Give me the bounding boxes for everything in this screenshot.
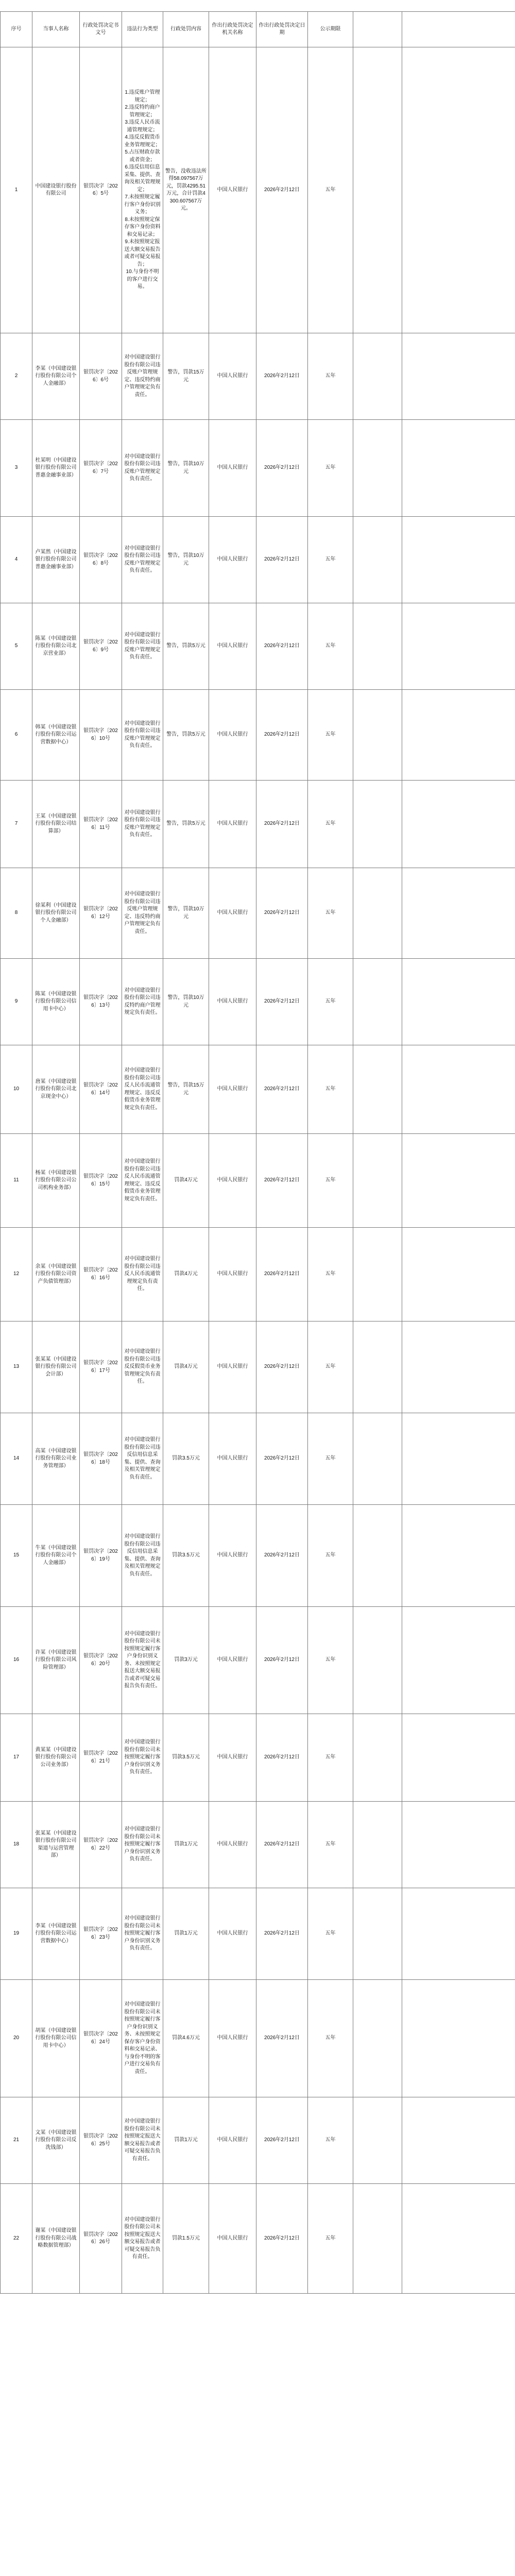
doc-no-cell: 银罚决字〔2026〕8号 [79,517,122,603]
row-no-cell: 21 [0,2097,32,2183]
violation-cell: 对中国建设银行股份有限公司违反账户管理规定负有责任。 [122,781,163,868]
penalty-cell: 警告，罚款10万元 [163,959,209,1045]
party-cell: 中国建设银行股份有限公司 [32,47,79,333]
doc-no-cell: 银罚决字〔2026〕11号 [79,781,122,868]
table-row [0,1714,515,1802]
doc-no-cell: 银罚决字〔2026〕20号 [79,1607,122,1714]
violation-cell: 对中国建设银行股份有限公司违反账户管理规定负有责任。 [122,420,163,516]
term-cell: 五年 [307,781,353,868]
row-no-cell: 13 [0,1321,32,1413]
date-cell: 2026年2月12日 [256,420,307,516]
header-cell-term: 公示期限 [307,12,353,47]
party-cell: 文某（中国建设银行股份有限公司反洗钱部） [32,2097,79,2183]
row-no-cell: 5 [0,603,32,689]
table-row [0,420,515,517]
penalty-cell: 罚款1万元 [163,1888,209,1979]
date-cell: 2026年2月12日 [256,1134,307,1227]
penalty-cell: 罚款4万元 [163,1228,209,1321]
row-no-cell: 6 [0,690,32,780]
doc-no-cell: 银罚决字〔2026〕21号 [79,1714,122,1801]
term-cell: 五年 [307,2097,353,2183]
violation-cell: 对中国建设银行股份有限公司违反人民币流通管理规定、违反反假货币业务管理规定负有责任。 [122,1134,163,1227]
authority-cell: 中国人民银行 [209,868,256,958]
extra-cell [353,1607,402,1714]
row-no-cell: 20 [0,1980,32,2097]
authority-cell: 中国人民银行 [209,2184,256,2293]
doc-no-cell: 银罚决字〔2026〕15号 [79,1134,122,1227]
authority-cell: 中国人民银行 [209,1888,256,1979]
doc-no-cell: 银罚决字〔2026〕9号 [79,603,122,689]
doc-no-cell: 银罚决字〔2026〕12号 [79,868,122,958]
table-row [0,603,515,690]
date-cell: 2026年2月12日 [256,1802,307,1888]
row-no-cell: 2 [0,333,32,419]
header-cell-no: 序号 [0,12,32,47]
header-cell-extra [353,12,402,47]
table-row [0,868,515,959]
penalty-cell: 警告，罚款10万元 [163,420,209,516]
penalty-cell: 警告，罚款5万元 [163,603,209,689]
penalty-cell: 罚款4.6万元 [163,1980,209,2097]
violation-cell: 对中国建设银行股份有限公司违反人民币流通管理规定负有责任。 [122,1228,163,1321]
date-cell: 2026年2月12日 [256,47,307,333]
row-no-cell: 8 [0,868,32,958]
extra-cell [353,1134,402,1227]
doc-no-cell: 银罚决字〔2026〕13号 [79,959,122,1045]
penalty-cell: 罚款3万元 [163,1607,209,1714]
table-row [0,1045,515,1134]
date-cell: 2026年2月12日 [256,1321,307,1413]
extra-cell [353,959,402,1045]
extra-cell [353,1321,402,1413]
violation-cell: 对中国建设银行股份有限公司未按照规定履行客户身份识别义务、未按照规定报送大额交易报告或者可疑交易报告负有责任。 [122,1607,163,1714]
header-cell-date: 作出行政处罚决定日期 [256,12,307,47]
date-cell: 2026年2月12日 [256,1980,307,2097]
party-cell: 徐某利（中国建设银行股份有限公司个人金融部） [32,868,79,958]
penalty-cell: 罚款3.5万元 [163,1505,209,1606]
term-cell: 五年 [307,603,353,689]
doc-no-cell: 银罚决字〔2026〕18号 [79,1413,122,1504]
extra-cell [353,2097,402,2183]
table-row [0,1607,515,1714]
violation-cell: 1.违反账户管理规定； 2.违反特约商户管理规定； 3.违反人民币流通管理规定； 4.违反反假货币业务管理规定； 5.占压财政存款或者资金； 6.违反信用信息采集、提供、查询及相关管理规定； 7.未按照规定履行客户身份识别义务； 8.未按照规定保存客户身份资料和交易记录； 9.未按照规定报送大额交易报告或者可疑交易报告； 10.与身份不明的客户进行交易。 [122,47,163,333]
table-row [0,1802,515,1888]
term-cell: 五年 [307,517,353,603]
violation-cell: 对中国建设银行股份有限公司未按照规定履行客户身份识别义务负有责任。 [122,1888,163,1979]
violation-cell: 对中国建设银行股份有限公司违反账户管理规定负有责任。 [122,690,163,780]
date-cell: 2026年2月12日 [256,517,307,603]
header-cell-violation: 违法行为类型 [122,12,163,47]
header-cell-authority: 作出行政处罚决定机关名称 [209,12,256,47]
row-no-cell: 14 [0,1413,32,1504]
party-cell: 杨某（中国建设银行股份有限公司公司机构业务部） [32,1134,79,1227]
violation-cell: 对中国建设银行股份有限公司违反反假货币业务管理规定负有责任。 [122,1321,163,1413]
penalty-cell: 警告，罚款10万元 [163,517,209,603]
party-cell: 谢某（中国建设银行股份有限公司战略数据管理部） [32,2184,79,2293]
term-cell: 五年 [307,1714,353,1801]
extra-cell [353,2184,402,2293]
violation-cell: 对中国建设银行股份有限公司未按照规定履行客户身份识别义务、未按照规定保存客户身份资料和交易记录、与身份不明的客户进行交易负有责任。 [122,1980,163,2097]
row-no-cell: 15 [0,1505,32,1606]
doc-no-cell: 银罚决字〔2026〕23号 [79,1888,122,1979]
table-row [0,1980,515,2097]
party-cell: 王某（中国建设银行股份有限公司结算部） [32,781,79,868]
extra-cell [353,420,402,516]
term-cell: 五年 [307,47,353,333]
party-cell: 高某（中国建设银行股份有限公司业务管理部） [32,1413,79,1504]
penalty-cell: 警告，罚款15万元 [163,333,209,419]
party-cell: 黄某某（中国建设银行股份有限公司公司业务部） [32,1714,79,1801]
table-row [0,1413,515,1505]
term-cell: 五年 [307,1980,353,2097]
authority-cell: 中国人民银行 [209,1505,256,1606]
row-no-cell: 11 [0,1134,32,1227]
doc-no-cell: 银罚决字〔2026〕14号 [79,1045,122,1133]
doc-no-cell: 银罚决字〔2026〕25号 [79,2097,122,2183]
violation-cell: 对中国建设银行股份有限公司未按照规定履行客户身份识别义务负有责任。 [122,1714,163,1801]
authority-cell: 中国人民银行 [209,1714,256,1801]
table-row [0,1505,515,1607]
term-cell: 五年 [307,1228,353,1321]
table-row [0,959,515,1045]
extra-cell [353,603,402,689]
header-cell-penalty: 行政处罚内容 [163,12,209,47]
party-cell: 李某（中国建设银行股份有限公司个人金融部） [32,333,79,419]
violation-cell: 对中国建设银行股份有限公司违反人民币流通管理规定、违反反假货币业务管理规定负有责任。 [122,1045,163,1133]
date-cell: 2026年2月12日 [256,1413,307,1504]
party-cell: 韩某（中国建设银行股份有限公司运营数据中心） [32,690,79,780]
penalty-cell: 罚款3.5万元 [163,1413,209,1504]
table-row [0,1888,515,1980]
extra-cell [353,1888,402,1979]
table-row [0,2184,515,2294]
doc-no-cell: 银罚决字〔2026〕17号 [79,1321,122,1413]
date-cell: 2026年2月12日 [256,333,307,419]
table-row [0,1228,515,1321]
date-cell: 2026年2月12日 [256,2097,307,2183]
violation-cell: 对中国建设银行股份有限公司违反账户管理规定、违反特约商户管理规定负有责任。 [122,868,163,958]
penalty-cell: 罚款1万元 [163,1802,209,1888]
extra-cell [353,1228,402,1321]
party-cell: 卢某然（中国建设银行股份有限公司普惠金融事业部） [32,517,79,603]
date-cell: 2026年2月12日 [256,1888,307,1979]
term-cell: 五年 [307,959,353,1045]
term-cell: 五年 [307,1413,353,1504]
penalty-cell: 罚款4万元 [163,1321,209,1413]
row-no-cell: 3 [0,420,32,516]
row-no-cell: 17 [0,1714,32,1801]
authority-cell: 中国人民银行 [209,781,256,868]
table-row [0,47,515,333]
violation-cell: 对中国建设银行股份有限公司违反账户管理规定负有责任。 [122,517,163,603]
violation-cell: 对中国建设银行股份有限公司违反信用信息采集、提供、查询及相关管理规定负有责任。 [122,1505,163,1606]
term-cell: 五年 [307,1505,353,1606]
doc-no-cell: 银罚决字〔2026〕7号 [79,420,122,516]
doc-no-cell: 银罚决字〔2026〕6号 [79,333,122,419]
authority-cell: 中国人民银行 [209,1045,256,1133]
extra-cell [353,1505,402,1606]
row-no-cell: 9 [0,959,32,1045]
violation-cell: 对中国建设银行股份有限公司违反信用信息采集、提供、查询及相关管理规定负有责任。 [122,1413,163,1504]
table-header-row [0,11,515,47]
party-cell: 陈某（中国建设银行股份有限公司北京营业部） [32,603,79,689]
doc-no-cell: 银罚决字〔2026〕16号 [79,1228,122,1321]
party-cell: 杜某明（中国建设银行股份有限公司普惠金融事业部） [32,420,79,516]
authority-cell: 中国人民银行 [209,47,256,333]
party-cell: 唐某（中国建设银行股份有限公司北京现金中心） [32,1045,79,1133]
header-cell-doc-no: 行政处罚决定书文号 [79,12,122,47]
doc-no-cell: 银罚决字〔2026〕26号 [79,2184,122,2293]
doc-no-cell: 银罚决字〔2026〕19号 [79,1505,122,1606]
term-cell: 五年 [307,1802,353,1888]
authority-cell: 中国人民银行 [209,517,256,603]
date-cell: 2026年2月12日 [256,1607,307,1714]
authority-cell: 中国人民银行 [209,959,256,1045]
penalty-cell: 警告，罚款5万元 [163,690,209,780]
penalty-cell: 警告，罚款15万元 [163,1045,209,1133]
party-cell: 余某（中国建设银行股份有限公司资产负债管理部） [32,1228,79,1321]
header-cell-party: 当事人名称 [32,12,79,47]
penalty-cell: 罚款4万元 [163,1134,209,1227]
doc-no-cell: 银罚决字〔2026〕10号 [79,690,122,780]
date-cell: 2026年2月12日 [256,2184,307,2293]
party-cell: 陈某（中国建设银行股份有限公司信用卡中心） [32,959,79,1045]
authority-cell: 中国人民银行 [209,1134,256,1227]
term-cell: 五年 [307,1045,353,1133]
row-no-cell: 7 [0,781,32,868]
date-cell: 2026年2月12日 [256,1714,307,1801]
extra-cell [353,1714,402,1801]
table-row [0,1134,515,1228]
row-no-cell: 19 [0,1888,32,1979]
authority-cell: 中国人民银行 [209,1413,256,1504]
date-cell: 2026年2月12日 [256,781,307,868]
doc-no-cell: 银罚决字〔2026〕5号 [79,47,122,333]
authority-cell: 中国人民银行 [209,2097,256,2183]
extra-cell [353,1413,402,1504]
extra-cell [353,868,402,958]
party-cell: 胡某（中国建设银行股份有限公司信用卡中心） [32,1980,79,2097]
party-cell: 张某某（中国建设银行股份有限公司渠道与运营管理部） [32,1802,79,1888]
term-cell: 五年 [307,333,353,419]
term-cell: 五年 [307,1607,353,1714]
penalty-cell: 警告，罚款10万元 [163,868,209,958]
doc-no-cell: 银罚决字〔2026〕24号 [79,1980,122,2097]
row-no-cell: 22 [0,2184,32,2293]
penalty-cell: 罚款1万元 [163,2097,209,2183]
date-cell: 2026年2月12日 [256,1045,307,1133]
party-cell: 许某（中国建设银行股份有限公司风险管理部） [32,1607,79,1714]
row-no-cell: 18 [0,1802,32,1888]
date-cell: 2026年2月12日 [256,690,307,780]
table-row [0,2097,515,2184]
date-cell: 2026年2月12日 [256,603,307,689]
term-cell: 五年 [307,1134,353,1227]
term-cell: 五年 [307,690,353,780]
table-row [0,1321,515,1413]
penalty-cell: 警告，没收违法所得58.097567万元，罚款4295.51万元，合计罚款4300.607567万元。 [163,47,209,333]
party-cell: 李某（中国建设银行股份有限公司运营数据中心） [32,1888,79,1979]
date-cell: 2026年2月12日 [256,868,307,958]
term-cell: 五年 [307,1321,353,1413]
extra-cell [353,47,402,333]
penalty-cell: 警告，罚款5万元 [163,781,209,868]
violation-cell: 对中国建设银行股份有限公司违反账户管理规定、违反特约商户管理规定负有责任。 [122,333,163,419]
extra-cell [353,1045,402,1133]
authority-cell: 中国人民银行 [209,603,256,689]
penalty-cell: 罚款3.5万元 [163,1714,209,1801]
party-cell: 牛某（中国建设银行股份有限公司个人金融部） [32,1505,79,1606]
row-no-cell: 4 [0,517,32,603]
date-cell: 2026年2月12日 [256,959,307,1045]
extra-cell [353,1980,402,2097]
authority-cell: 中国人民银行 [209,333,256,419]
penalty-cell: 罚款1.5万元 [163,2184,209,2293]
authority-cell: 中国人民银行 [209,690,256,780]
authority-cell: 中国人民银行 [209,1321,256,1413]
authority-cell: 中国人民银行 [209,1228,256,1321]
extra-cell [353,333,402,419]
row-no-cell: 16 [0,1607,32,1714]
term-cell: 五年 [307,2184,353,2293]
extra-cell [353,1802,402,1888]
authority-cell: 中国人民银行 [209,1980,256,2097]
authority-cell: 中国人民银行 [209,420,256,516]
extra-cell [353,781,402,868]
extra-cell [353,517,402,603]
table-row [0,517,515,603]
term-cell: 五年 [307,868,353,958]
violation-cell: 对中国建设银行股份有限公司未按照规定报送大额交易报告或者可疑交易报告负有责任。 [122,2097,163,2183]
violation-cell: 对中国建设银行股份有限公司未按照规定履行客户身份识别义务负有责任。 [122,1802,163,1888]
table-row [0,690,515,781]
party-cell: 张某某（中国建设银行股份有限公司会计部） [32,1321,79,1413]
term-cell: 五年 [307,420,353,516]
table-row [0,333,515,420]
row-no-cell: 10 [0,1045,32,1133]
row-no-cell: 12 [0,1228,32,1321]
extra-cell [353,690,402,780]
authority-cell: 中国人民银行 [209,1802,256,1888]
table-row [0,781,515,868]
doc-no-cell: 银罚决字〔2026〕22号 [79,1802,122,1888]
violation-cell: 对中国建设银行股份有限公司违反账户管理规定负有责任。 [122,603,163,689]
authority-cell: 中国人民银行 [209,1607,256,1714]
date-cell: 2026年2月12日 [256,1505,307,1606]
date-cell: 2026年2月12日 [256,1228,307,1321]
term-cell: 五年 [307,1888,353,1979]
violation-cell: 对中国建设银行股份有限公司违反特约商户管理规定负有责任。 [122,959,163,1045]
row-no-cell: 1 [0,47,32,333]
violation-cell: 对中国建设银行股份有限公司未按照规定报送大额交易报告或者可疑交易报告负有责任。 [122,2184,163,2293]
